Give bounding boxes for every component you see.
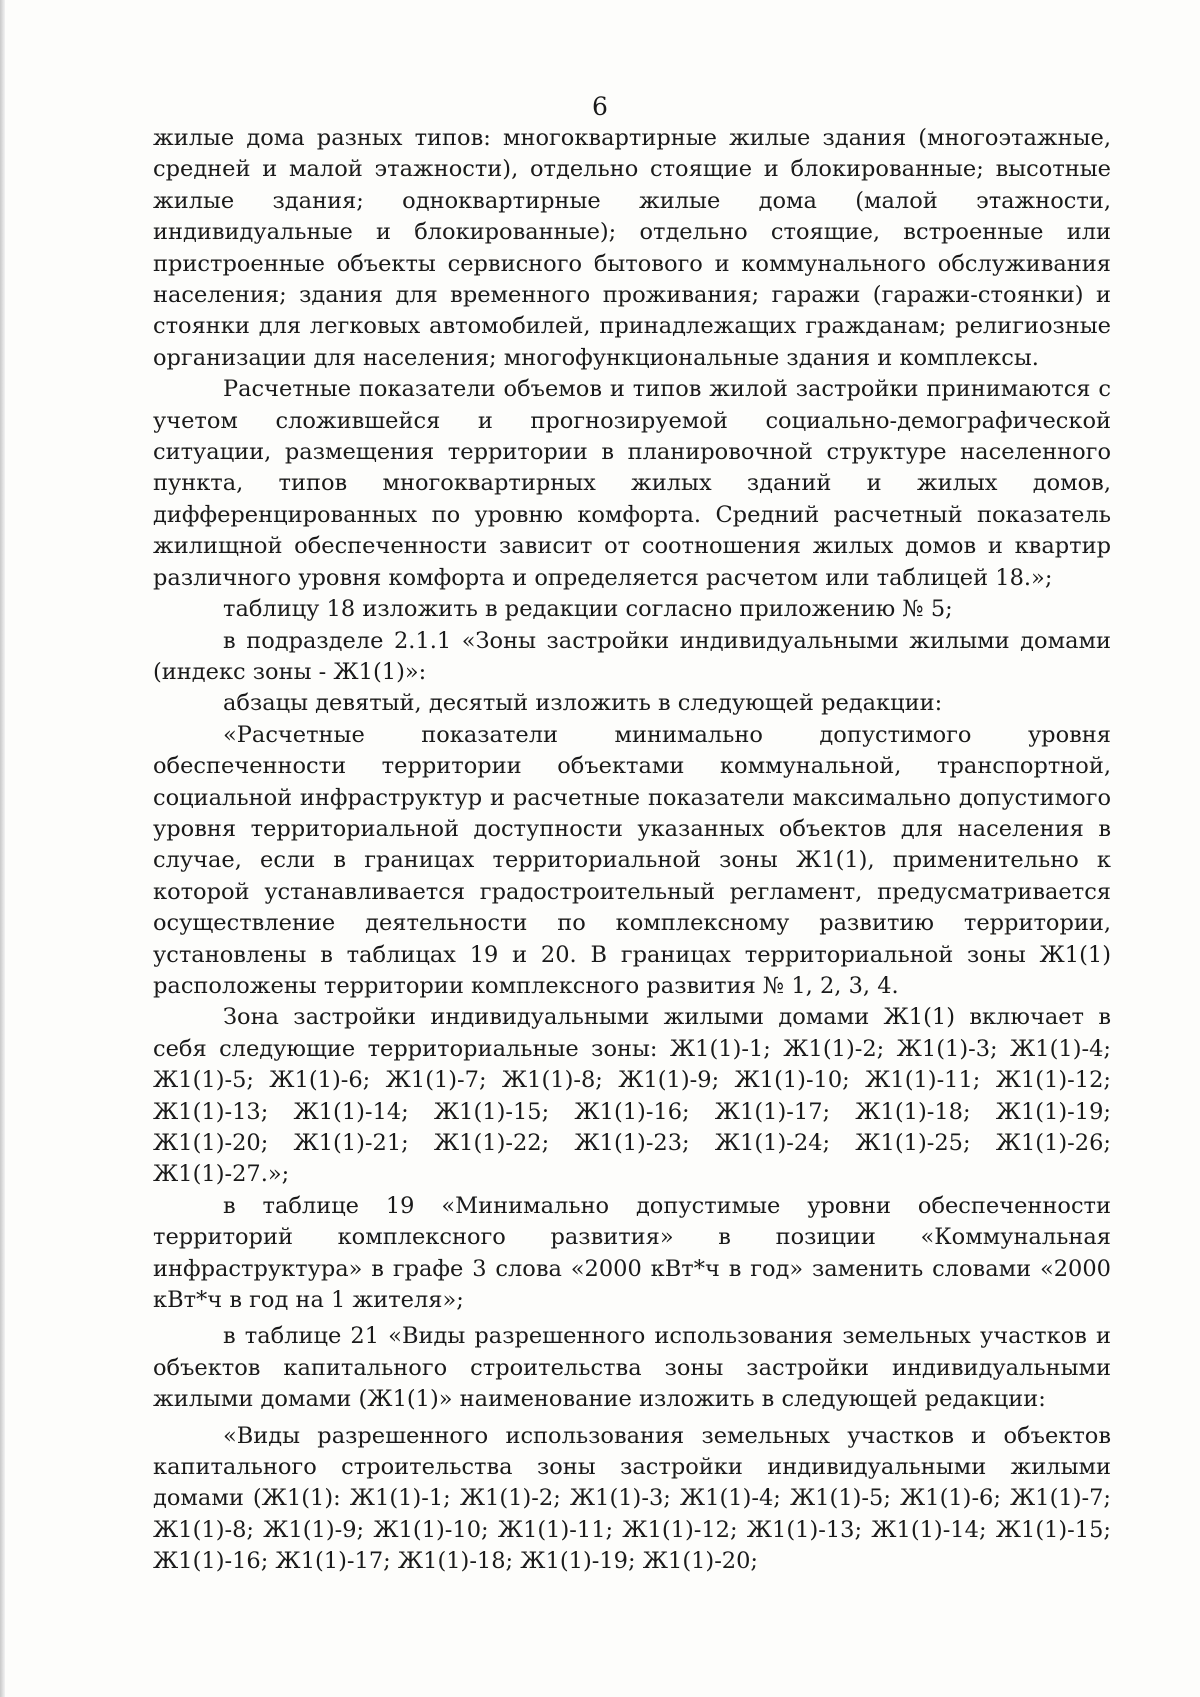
paragraph: таблицу 18 изложить в редакции согласно приложению № 5; (223, 596, 953, 623)
paragraph: «Виды разрешенного использования земельных участков и объектов капитального строительства зоны застройки индивидуальными жилыми домами (Ж1(1): Ж1(1)-1; Ж1(1)-2; Ж1(1)-3; Ж1(1)-4; Ж1(1)-5; Ж1(1)-6; Ж1(1)-7; Ж1(1)-8; Ж1(1)-9; Ж1(1)-10; Ж1(1)-11; Ж1(1)-12; Ж1(1)-13; Ж1(1)-14; Ж1(1)-15; Ж1(1)-16; Ж1(1)-17; Ж1(1)-18; Ж1(1)-19; Ж1(1)-20; (153, 1422, 1111, 1575)
paragraph: Расчетные показатели объемов и типов жилой застройки принимаются с учетом сложившейся и прогнозируемой социально-демографической ситуации, размещения территории в планировочной структуре населенного пункта, типов многоквартирных жилых зданий и жилых домов, дифференцированных по уровню комфорта. Средний расчетный показатель жилищной обеспеченности зависит от соотношения жилых домов и квартир различного уровня комфорта и определяется расчетом или таблицей 18.»; (153, 376, 1111, 591)
paragraph: в таблице 21 «Виды разрешенного использования земельных участков и объектов капитального строительства зоны застройки индивидуальными жилыми домами (Ж1(1)» наименование изложить в следующей редакции: (153, 1323, 1111, 1413)
paragraph-continuation: жилые дома разных типов: многоквартирные жилые здания (многоэтажные, средней и малой этажности), отдельно стоящие и блокированные; высотные жилые здания; одноквартирные жилые дома (малой этажности, индивидуальные и блокированные); отдельно стоящие, встроенные или пристроенные объекты сервисного бытового и коммунального обслуживания населения; здания для временного проживания; гаражи (гаражи-стоянки) и стоянки для легковых автомобилей, принадлежащих гражданам; религиозные организации для населения; многофункциональные здания и комплексы. (153, 125, 1111, 371)
paragraph: абзацы девятый, десятый изложить в следующей редакции: (223, 690, 943, 717)
paragraph: «Расчетные показатели минимально допустимого уровня обеспеченности территории объектами коммунальной, транспортной, социальной инфраструктур и расчетные показатели максимально допустимого уровня территориальной доступности указанных объектов для населения в случае, если в границах территориальной зоны Ж1(1), применительно к которой устанавливается градостроительный регламент, предусматривается осуществление деятельности по комплексному развитию территории, установлены в таблицах 19 и 20. В границах территориальной зоны Ж1(1) расположены территории комплексного развития № 1, 2, 3, 4. (153, 721, 1111, 999)
page-number: 6 (592, 92, 608, 121)
paragraph: Зона застройки индивидуальными жилыми домами Ж1(1) включает в себя следующие территориальные зоны: Ж1(1)-1; Ж1(1)-2; Ж1(1)-3; Ж1(1)-4; Ж1(1)-5; Ж1(1)-6; Ж1(1)-7; Ж1(1)-8; Ж1(1)-9; Ж1(1)-10; Ж1(1)-11; Ж1(1)-12; Ж1(1)-13; Ж1(1)-14; Ж1(1)-15; Ж1(1)-16; Ж1(1)-17; Ж1(1)-18; Ж1(1)-19; Ж1(1)-20; Ж1(1)-21; Ж1(1)-22; Ж1(1)-23; Ж1(1)-24; Ж1(1)-25; Ж1(1)-26; Ж1(1)-27.»; (153, 1004, 1111, 1188)
scan-edge-shadow (0, 0, 5, 1697)
paragraph: в подразделе 2.1.1 «Зоны застройки индивидуальными жилыми домами (индекс зоны - Ж1(1)»: (153, 627, 1111, 685)
document-body (153, 123, 1111, 1578)
paragraph: в таблице 19 «Минимально допустимые уровни обеспеченности территорий комплексного развития» в позиции «Коммунальная инфраструктура» в графе 3 слова «2000 кВт*ч в год» заменить словами «2000 кВт*ч в год на 1 жителя»; (153, 1192, 1111, 1314)
